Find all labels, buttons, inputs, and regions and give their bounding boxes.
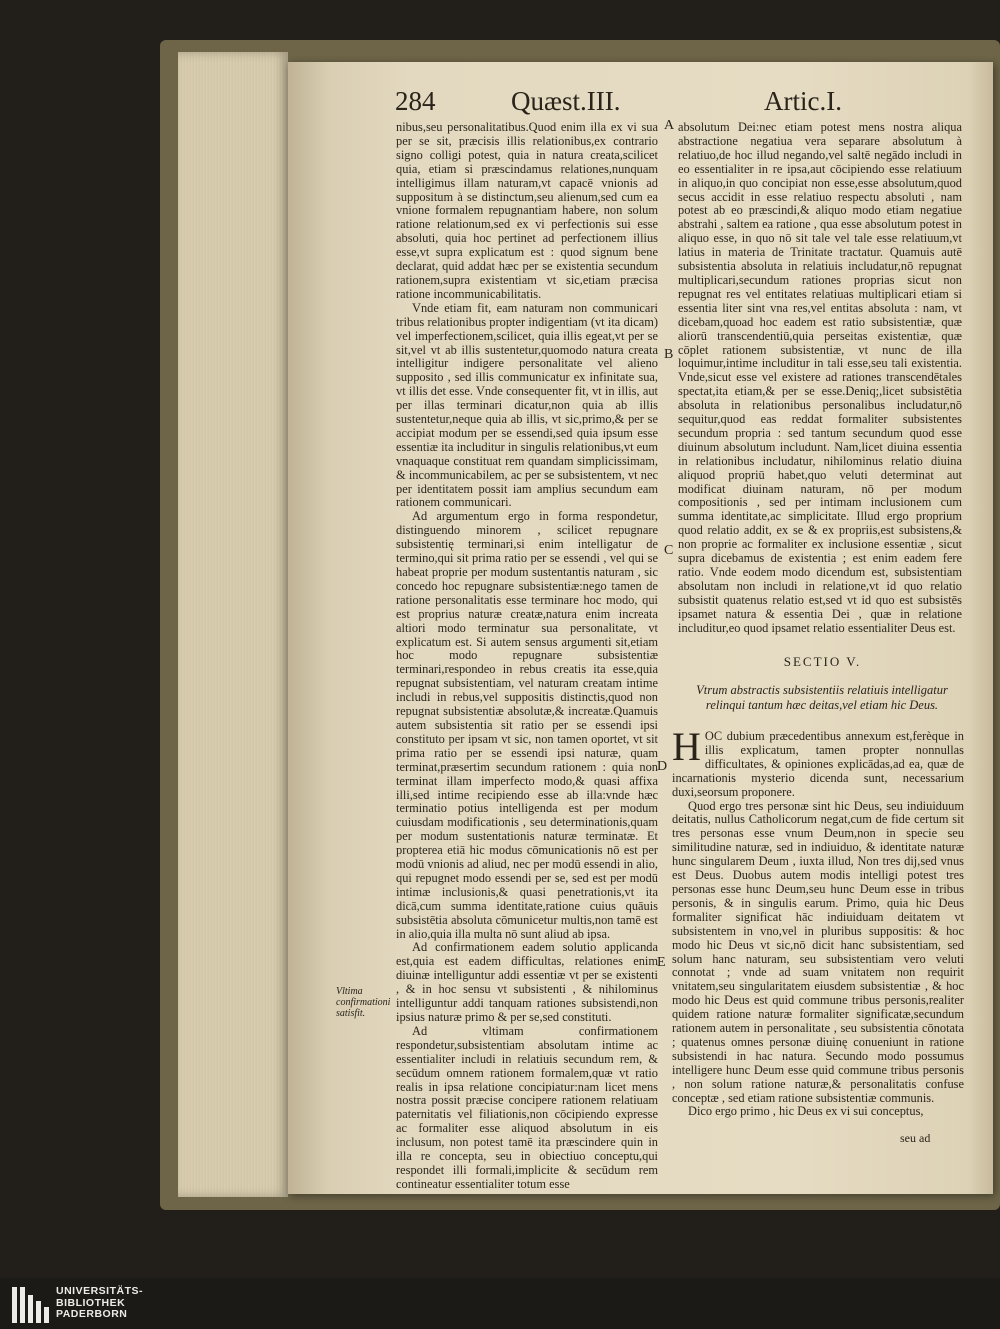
library-logo-icon: [12, 1287, 50, 1323]
left-paragraph-3: Ad argumentum ergo in forma respondetur, distinguendo minorem , scilicet repugnare subsistentię terminari,si enim intelligatur de termino,qui sit prima ratio per se essendi , vel qui se habeat proprie per modum sustentantis naturam , sic concedo hoc repugnare subsistentiæ:nego tamen de ratione personalitatis esse terminare hoc modo, qui est proprius naturæ creatæ,natura enim increata altiori modo terminatur sua personalitate, vt explicatum est. Si autem sensus argumenti sit,etiam hoc modo repugnare subsistentiæ terminari,respondeo in rebus creatis ita esse,quia repugnat subsistentiam, vel naturam creatam intime includi in rebus,vel suppositis distinctis,quod non repugnat subsistentiæ absolutæ,& increatæ.Quamuis autem subsistentia sit ratio per se essendi ipsi constituto per ipsam vt sic, non tamen oportet, vt sit prima ratio per se essendi ipsi naturæ, quam terminat,præsertim secundum rationem : quia non terminat illam imperfecto modo,& quasi affixa illi,sed intime recipiendo esse ab illa:vnde hæc terminatio potius intelligenda est per modum cuiusdam modificationis , seu determinationis,quam per modum sustentationis naturæ terminatæ. Et propterea etiā hic modus cōmunicationis nō est per modū vnionis ad aliud, nec per modū essendi in alio, qui repugnet modo essendi per se, sed est per modū intimæ inclusionis,& quasi penetrationis,vt ita dicā,cum summa identitate,ratione cuius quāuis subsistētia absoluta cōmunicetur multis,non tamē est in alio,quia illa multa nō sunt aliud ab ipsa.: [396, 509, 658, 941]
left-paragraph-2: Vnde etiam fit, eam naturam non communicari tribus relationibus propter indigentiam (vt ita dicam) vel imperfectionem,scilicet, quia illis egeat,vt per se sit,vel vt ab illis sustentetur,quomodo natura creata intelligitur indigere personalitate vel alieno supposito , sed illis communicatur ex infinitate sua, vt illis det esse. Vnde consequenter fit, vt in illis, aut per illas terminari dicatur,non quia ab illis sustentetur,neque quia ab illis, vt sic,primo,& per se accipiat modum per se essendi,sed quia ipsum esse essentiæ ita includitur in singulis relationibus,vt eum vnaquaque constituat rem quandam simplicissimam, & incommunicabilem, ac per se subsistentem, vt nec per identitatem possit iam amplius secundum eam rationem communicari.: [396, 300, 658, 510]
logo-line-3: PADERBORN: [56, 1308, 128, 1321]
left-paragraph-1: nibus,seu personalitatibus.Quod enim illa ex vi sua per se sit, præcisis illis relationibus,ex contrario signo colligi potest, quia in natura creata,scilicet quia, etiam si præscindamus relationes,nunquam intelligimus illam naturam,vt capacē vnionis ad suppositum à se distinctum,seu alienum,sed cum ea vnione formalem repugnantiam habere, non solum ratione relationum,sed ex vi perfectionis sui esse absoluti, quia hoc pertinet ad perfectionem illius esse,vt supra explicatum est : quod signum bene declarat, quid addat hæc per se existentia secundum rationem,supra existentiam vt sic,etiam præcisa ratione incommunicabilitatis.: [396, 120, 658, 301]
left-paragraph-4: Ad confirmationem eadem solutio applicanda est,quia est eadem difficultas, relationes enim diuinæ intelliguntur addi essentiæ vt per se existenti , & in hoc sensu vt subsistenti , & nihilominus intelliguntur addi tanquam rationes subsistendi,non ipsius naturæ primo & per se,sed constituti.: [396, 940, 658, 1024]
margin-note: Vltima confirmationi satisfit.: [336, 986, 391, 1019]
right-paragraph-1: absolutum Dei:nec etiam potest mens nostra aliqua abstractione negatiua vera separare absolutum à relatiuo,de hoc illud negando,vel saltē negādo includi in eo essentialiter in re ipsa,aut cōcipiendo esse relatiuum in aliquo,in quo concipiat non esse,esse absolutum,quod secus accidit in esse relatiuo respectu absoluti , nam potest ab eo præscindi,& aliquo modo etiam negatiue abstrahi , saltem ea ratione , qua esse absolutum potest in aliquo esse, in quo nō sit tale vel tale esse relatiuum,vt latius in materia de Trinitate tractatur. Quamuis autē subsistentia absoluta in relatiuis includatur,nō repugnat multiplicari,secundum rationes proprias sicut non repugnat res vel entitates relatiuas multiplicari etiam si essentia liter sint vna res,vel entitas absoluta : nam, vt dicebam,quoad hoc eadem est ratio subsistentiæ, quæ aliorū transcendentiū,quia perseitas existentiæ, quæ cōplet rationem subsistentiæ, vt nunc de illa loquimur,intime includitur in tali esse,seu tali existentia. Vnde,sicut esse vel existere ad rationes transcendētales spectat,ita etiam,& per se esse.Deniq;,licet subsistētia absoluta in relationibus personalibus includatur,nō sequitur,quod eas reddat formaliter subsistentes secundum propria : sed tantum secundum quod esse diuinum absolutum includunt. Nam,licet diuina essentia in relationibus includatur, nihilominus relatio diuina aliquod propriū habet,quo veluti determinat aut modificat diuinam naturam, nō per modum compositionis , sed per intimam inclusionem cum summa identitate,ac simplicitate. Illud ergo proprium quod relatio addit, ex se & ex propriis,est subsistens,& non proprie ac formaliter ex inclusione essentiæ , sicut supra dicebamus de existentia ; est enim eadem fere ratio. Vnde eodem modo dicendum est, subsistentiam absolutam non includi in relatione,vt id quo relatio subsistit quatenus relatio est,sed vt id quo est subsistēs ipsamet natura & essentia Dei , quæ in relatione includitur,eo quod ipsamet relatio essentialiter Deus est.: [678, 120, 962, 635]
section-heading: SECTIO V.: [783, 654, 862, 669]
logo-line-1: UNIVERSITÄTS-: [56, 1285, 144, 1297]
catchword: seu ad: [900, 1131, 931, 1145]
library-logo-text: [56, 1286, 143, 1321]
right-paragraph-3: Quod ergo tres personæ sint hic Deus, seu indiuiduum deitatis, nullus Catholicorum negat,cum de fide certum sit tres personas esse vnum Deum,non in specie seu similitudine naturæ, sed in indiuiduo, & identitate naturæ hunc singularem Deum , iuxta illud, Non tres dij,sed vnus est Deus. Duobus autem modis intelligi potest tres personas esse hunc Deum,seu hunc Deum esse in tribus personis, & in singulis earum. Primo, quia hic Deus formaliter significat hāc indiuiduam deitatem vt subsistentem in vno,vel in pluribus suppositis: & hoc modo hic Deus vt sic,nō dicit hanc subsistentiam, sed solum hanc naturam, seu subsistentiam vero veluti connotat ; vnde ad suam vnitatem non requirit vnitatem,seu singularitatem eiusdem subsistentiæ , & hoc modo hic Deus est quid commune tribus personis,realiter quidem ratione naturæ formaliter significatæ,secundum rationem autem in personalitate , seu subsistentia cōnotata ; quatenus omnes personæ diuinę conueniunt in ratione subsistendi in hac natura. Secundo modo possumus intelligere hunc Deum esse quid commune tribus personis , non solum ratione naturæ,& personalitatis confuse conceptæ , sed etiam ratione subsistentiæ communis.: [672, 798, 964, 1105]
running-head-articulus: Artic.I.: [764, 86, 842, 116]
left-column: [396, 121, 658, 1192]
left-paragraph-5: Ad vltimam confirmationem respondetur,subsistentiam absolutam intime ac essentialiter includi in relatiuis secundum rem, & secūdum omnem rationem formalem,quæ vt ratio realis in ipsa relatione concipiatur:nam licet mens nostra possit præcise concipere rationem relatiuam paternitatis vel filiationis,non cōcipiendo expresse ac formaliter esse aliquod absolutum in eis inclusum, non potest tamē ita præscindere quin in illa re concepta, seu in obiectiuo conceptu,qui respondet illi formali,implicite & secūdum rem contineatur essentialiter totum esse: [396, 1023, 658, 1191]
drop-capital: H: [672, 724, 701, 769]
right-paragraph-4: Dico ergo primo , hic Deus ex vi sui conceptus,: [688, 1104, 924, 1119]
margin-letter-c: C: [664, 543, 674, 558]
page-edges: [178, 52, 288, 1197]
section-title: Vtrum abstractis subsistentiis relatiuis intelligatur relinqui tantum hæc deitas,vel etiam hic Deus.: [696, 683, 948, 712]
page-number: 284: [395, 86, 436, 116]
running-head-quaestio: Quæst.III.: [511, 86, 621, 116]
margin-letter-a: A: [664, 118, 675, 133]
right-column-top: [678, 121, 962, 636]
logo-line-2: BIBLIOTHEK: [56, 1296, 126, 1309]
margin-letter-e: E: [657, 955, 666, 970]
right-column-bottom: [672, 724, 964, 1119]
right-paragraph-2: OC dubium præcedentibus annexum est,ferèque in illis explicatum, tamen propter nonnullas difficultates, & opiniones explicādas,ad ea, quæ de incarnationis mysterio dicenda sunt, necessarium duxi,seorsum proponere.: [672, 729, 964, 799]
margin-letter-d: D: [657, 759, 668, 774]
footer-bar: [0, 1278, 1000, 1329]
margin-letter-b: B: [664, 347, 674, 362]
